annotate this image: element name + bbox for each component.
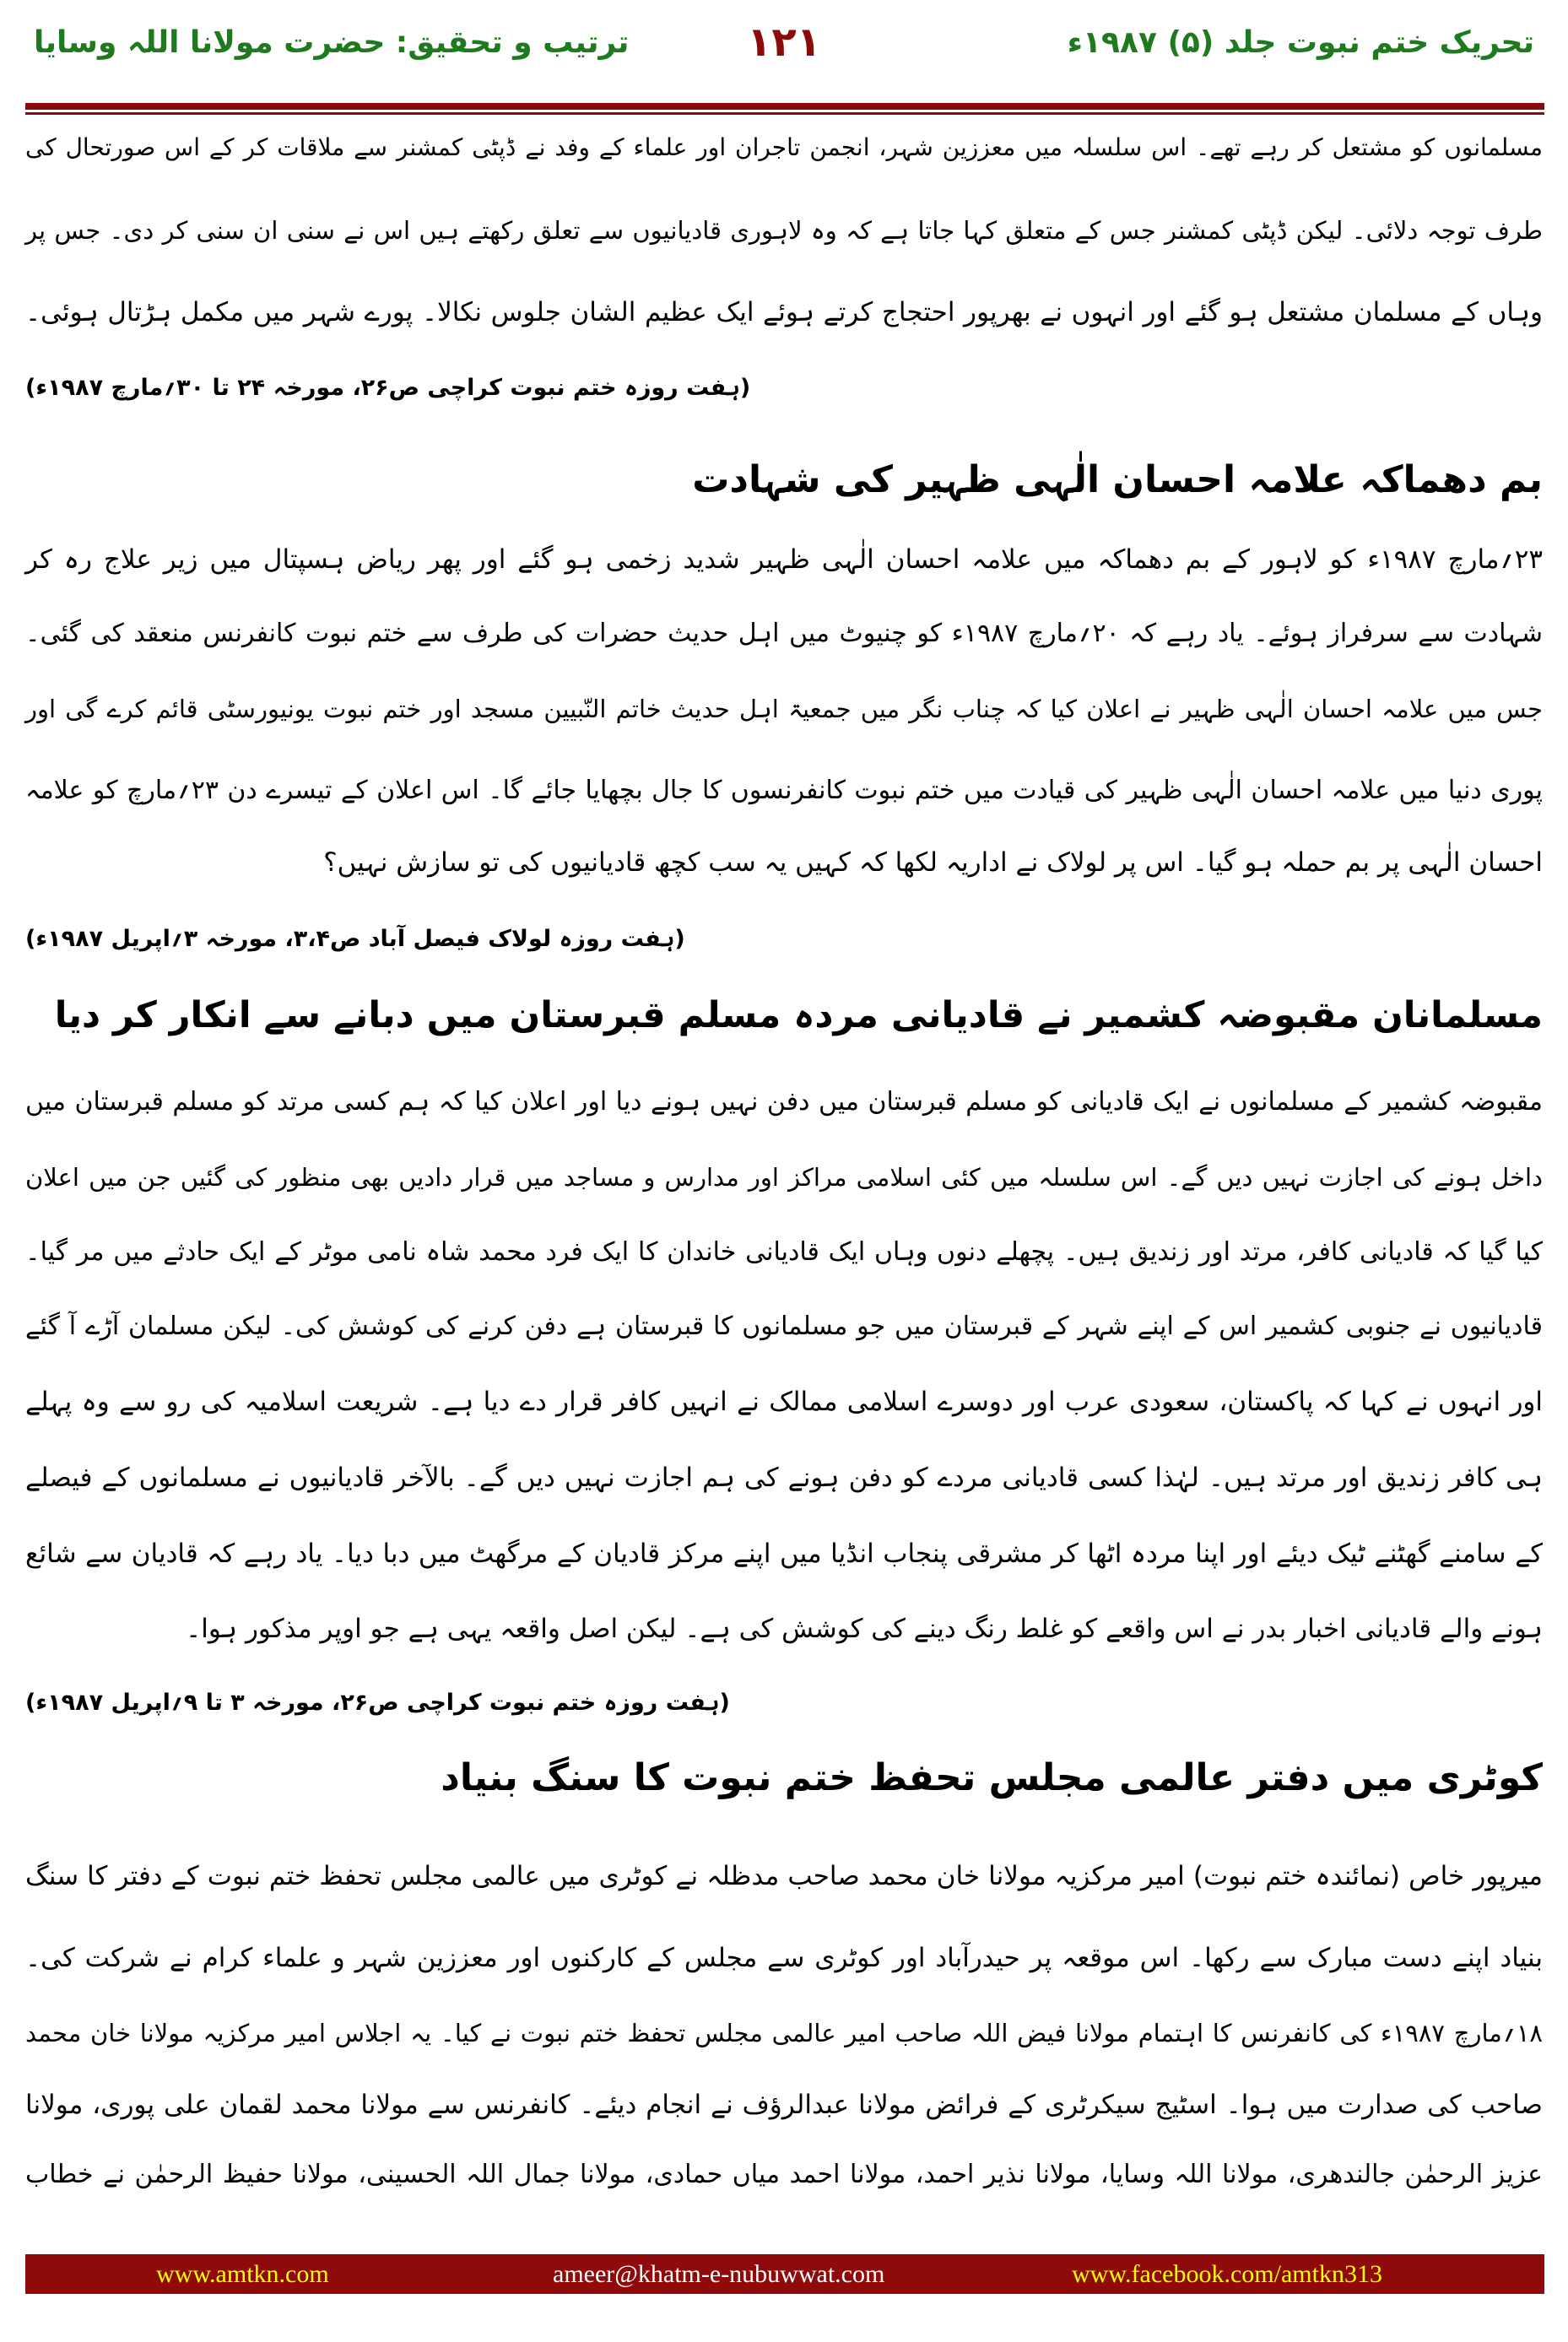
paragraph-line: احسان الٰہی پر بم حملہ ہو گیا۔ اس پر لولاک نے اداریہ لکھا کہ کہیں یہ سب کچھ قادیانیوں کی تو سازش نہیں؟ bbox=[323, 847, 1543, 878]
citation: (ہفت روزہ ختم نبوت کراچی ص۲۶، مورخہ ۳ تا ۹؍اپریل ۱۹۸۷ء) bbox=[25, 1690, 730, 1716]
paragraph-line: جس میں علامہ احسان الٰہی ظہیر نے اعلان کیا کہ چناب نگر میں جمعیۃ اہل حدیث خاتم النّبیین مسجد اور ختم نبوت یونیورسٹی قائم کرے گی اور bbox=[25, 695, 1543, 723]
footer-bar bbox=[25, 2254, 1544, 2294]
paragraph-line: کیا گیا کہ قادیانی کافر، مرتد اور زندیق ہیں۔ پچھلے دنوں وہاں ایک قادیانی خاندان کا ایک فرد محمد شاہ نامی موٹر کے ایک حادثے میں مر گیا۔ bbox=[25, 1237, 1543, 1267]
paragraph-line: ہی کافر زندیق اور مرتد ہیں۔ لہٰذا کسی قادیانی مردے کو دفن ہونے کی ہم اجازت نہیں دیں گے۔ بالآخر قادیانیوں نے مسلمانوں کے فیصلے bbox=[25, 1463, 1543, 1493]
email-link[interactable]: ameer@khatm-e-nubuwwat.com bbox=[553, 2260, 885, 2288]
paragraph-line: ہونے والے قادیانی اخبار بدر نے اس واقعے کو غلط رنگ دینے کی کوشش کی ہے۔ لیکن اصل واقعہ یہی ہے جو اوپر مذکور ہوا۔ bbox=[186, 1614, 1543, 1644]
section-heading: کوٹری میں دفتر عالمی مجلس تحفظ ختم نبوت کا سنگ بنیاد bbox=[441, 1756, 1543, 1799]
paragraph-line: قادیانیوں نے جنوبی کشمیر اس کے اپنے شہر کے قبرستان میں جو مسلمانوں کا قبرستان ہے دفن کرنے کی کوشش کی۔ لیکن مسلمان آڑے آ گئے bbox=[25, 1312, 1543, 1341]
compiler-credit: ترتیب و تحقیق: حضرت مولانا اللہ وسایا bbox=[34, 25, 630, 60]
section-heading: مسلمانان مقبوضہ کشمیر نے قادیانی مردہ مسلم قبرستان میں دبانے سے انکار کر دیا bbox=[54, 994, 1543, 1036]
paragraph-line: وہاں کے مسلمان مشتعل ہو گئے اور انہوں نے بھرپور احتجاج کرتے ہوئے ایک عظیم الشان جلوس نکالا۔ پورے شہر میں مکمل ہڑتال ہوئی۔ bbox=[25, 297, 1543, 327]
paragraph-line: مقبوضہ کشمیر کے مسلمانوں نے ایک قادیانی کو مسلم قبرستان میں دفن نہیں ہونے دیا اور اعلان کیا کہ ہم کسی مرتد کو مسلم قبرستان میں bbox=[25, 1087, 1543, 1117]
paragraph-line: داخل ہونے کی اجازت نہیں دیں گے۔ اس سلسلہ میں کئی اسلامی مراکز اور مدارس و مساجد میں قرار دادیں بھی منظور کی گئیں جن میں اعلان bbox=[25, 1163, 1543, 1192]
book-title: تحریک ختم نبوت جلد (۵) ۱۹۸۷ء bbox=[1067, 25, 1534, 60]
paragraph-line: صاحب کی صدارت میں ہوا۔ اسٹیج سیکرٹری کے فرائض مولانا عبدالرؤف نے انجام دیئے۔ کانفرنس سے مولانا محمد لقمان علی پوری، مولانا bbox=[25, 2090, 1543, 2120]
paragraph-line: میرپور خاص (نمائندہ ختم نبوت) امیر مرکزیہ مولانا خان محمد صاحب مدظلہ نے کوٹری میں عالمی مجلس تحفظ ختم نبوت کے دفتر کا سنگ bbox=[25, 1861, 1543, 1891]
paragraph-line: ۲۳؍مارچ ۱۹۸۷ء کو لاہور کے بم دھماکہ میں علامہ احسان الٰہی ظہیر شدید زخمی ہو گئے اور پھر ریاض ہسپتال میں زیر علاج رہ کر bbox=[25, 544, 1543, 575]
citation: (ہفت روزہ ختم نبوت کراچی ص۲۶، مورخہ ۲۴ تا ۳۰؍مارچ ۱۹۸۷ء) bbox=[25, 375, 751, 401]
paragraph-line: کے سامنے گھٹنے ٹیک دیئے اور اپنا مردہ اٹھا کر مشرقی پنجاب انڈیا میں اپنے مرکز قادیان کے مرگھٹ میں دبا دیا۔ یاد رہے کہ قادیان سے شائع bbox=[25, 1539, 1543, 1569]
paragraph-line: ۱۸؍مارچ ۱۹۸۷ء کی کانفرنس کا اہتمام مولانا فیض اللہ صاحب امیر عالمی مجلس تحفظ ختم نبوت نے کیا۔ یہ اجلاس امیر مرکزیہ مولانا خان محمد bbox=[25, 2019, 1543, 2047]
page-number: ۱۲۱ bbox=[747, 19, 821, 66]
paragraph-line: پوری دنیا میں علامہ احسان الٰہی ظہیر کی قیادت میں ختم نبوت کانفرنسوں کا جال بچھایا جائے گا۔ اس اعلان کے تیسرے دن ۲۳؍مارچ کو علامہ bbox=[25, 776, 1544, 805]
paragraph-line: اور انہوں نے کہا کہ پاکستان، سعودی عرب اور دوسرے اسلامی ممالک نے انہیں کافر قرار دے دیا ہے۔ شریعت اسلامیہ کی رو سے وہ پہلے bbox=[25, 1387, 1543, 1417]
facebook-link[interactable]: www.facebook.com/amtkn313 bbox=[1072, 2260, 1382, 2288]
paragraph-line: مسلمانوں کو مشتعل کر رہے تھے۔ اس سلسلہ میں معززین شہر، انجمن تاجران اور علماء کے وفد نے ڈپٹی کمشنر سے ملاقات کر کے اس صورتحال کی bbox=[25, 133, 1543, 161]
website-link[interactable]: www.amtkn.com bbox=[156, 2260, 329, 2288]
header-rule-thin bbox=[25, 112, 1544, 115]
section-heading: بم دھماکہ علامہ احسان الٰہی ظہیر کی شہادت bbox=[692, 458, 1543, 501]
paragraph-line: شہادت سے سرفراز ہوئے۔ یاد رہے کہ ۲۰؍مارچ ۱۹۸۷ء کو چنیوٹ میں اہل حدیث حضرات کی طرف سے ختم نبوت کانفرنس منعقد کی گئی۔ bbox=[25, 619, 1543, 648]
header-rule-thick bbox=[25, 103, 1544, 110]
paragraph-line: عزیز الرحمٰن جالندھری، مولانا اللہ وسایا، مولانا نذیر احمد، مولانا احمد میاں حمادی، مولانا جمال اللہ الحسینی، مولانا حفیظ الرحمٰن نے خطاب bbox=[25, 2160, 1543, 2189]
paragraph-line: بنیاد اپنے دست مبارک سے رکھا۔ اس موقعہ پر حیدرآباد اور کوٹری سے مجلس کے کارکنوں اور معززین شہر و علماء کرام نے شرکت کی۔ bbox=[25, 1943, 1543, 1973]
citation: (ہفت روزہ لولاک فیصل آباد ص۳،۴، مورخہ ۳؍اپریل ۱۹۸۷ء) bbox=[25, 926, 685, 952]
paragraph-line: طرف توجہ دلائی۔ لیکن ڈپٹی کمشنر جس کے متعلق کہا جاتا ہے کہ وہ لاہوری قادیانیوں سے تعلق رکھتے ہیں اس نے سنی ان سنی کر دی۔ جس پر bbox=[25, 216, 1543, 245]
